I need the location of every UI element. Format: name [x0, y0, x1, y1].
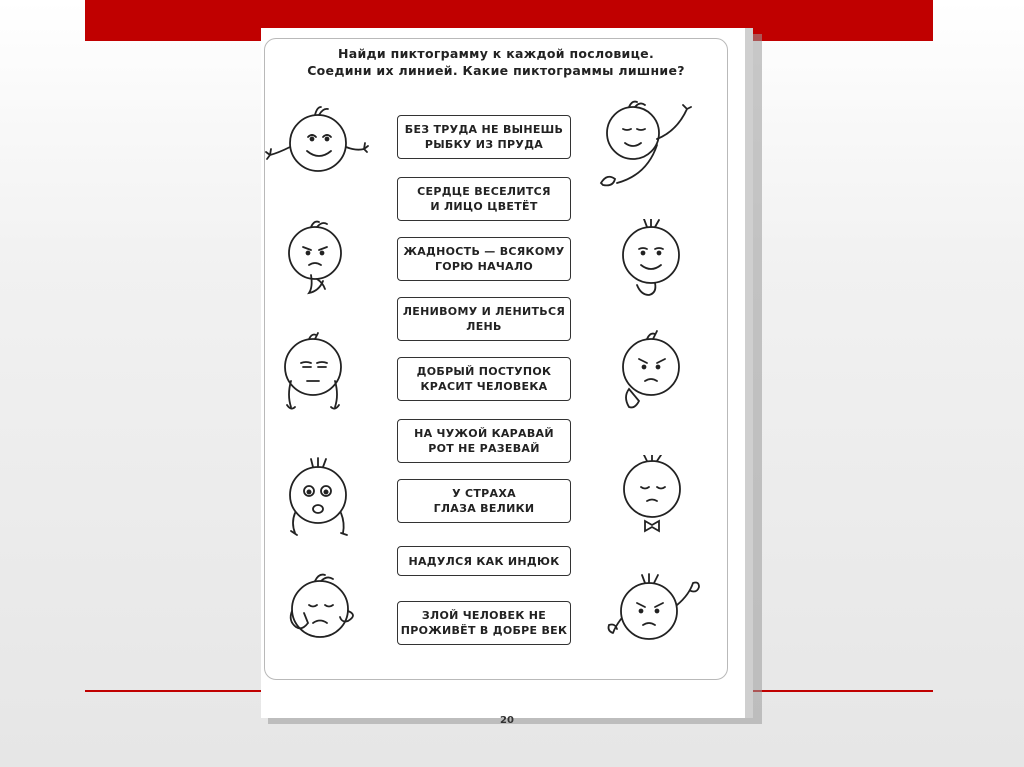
- worksheet-title: [265, 45, 727, 79]
- proverb-4-line-2: ЛЕНЬ: [466, 320, 502, 333]
- proverb-9-line-1: ЗЛОЙ ЧЕЛОВЕК НЕ: [421, 609, 547, 622]
- proverb-7-line-2: ГЛАЗА ВЕЛИКИ: [433, 502, 535, 515]
- pictogram-smug-holding-fish: [591, 99, 701, 189]
- page-edge: [745, 28, 753, 718]
- proverb-1-line-1: БЕЗ ТРУДА НЕ ВЫНЕШЬ: [404, 123, 564, 136]
- proverb-2-line-1: СЕРДЦЕ ВЕСЕЛИТСЯ: [417, 185, 551, 198]
- proverb-box-7: [397, 479, 571, 523]
- pictogram-sleepy-bowtie: [587, 455, 697, 545]
- pictogram-angry-fists-raised: [599, 569, 709, 659]
- proverb-box-3: [397, 237, 571, 281]
- pictogram-bored-hands-down: [261, 331, 371, 421]
- title-line-2: Соедини их линией. Какие пиктограммы лишние?: [307, 63, 685, 78]
- proverb-box-1: [397, 115, 571, 159]
- pictogram-frowning-hand-chin: [263, 215, 373, 305]
- proverb-3-line-2: ГОРЮ НАЧАЛО: [434, 260, 534, 273]
- pictogram-crying-hand-eye: [263, 569, 373, 659]
- pictogram-smiling-hands-open: [263, 101, 373, 191]
- pictogram-smiling-hands-together: [593, 219, 703, 309]
- proverb-9-line-2: ПРОЖИВЁТ В ДОБРЕ ВЕК: [400, 624, 568, 637]
- proverb-3-line-1: ЖАДНОСТЬ — ВСЯКОМУ: [403, 245, 565, 258]
- proverb-6-line-1: НА ЧУЖОЙ КАРАВАЙ: [414, 427, 554, 440]
- proverb-box-5: [397, 357, 571, 401]
- proverb-8-line-1: НАДУЛСЯ КАК ИНДЮК: [408, 554, 560, 568]
- proverb-box-2: [397, 177, 571, 221]
- proverb-box-6: [397, 419, 571, 463]
- page-number: 20: [500, 715, 514, 726]
- proverb-box-4: [397, 297, 571, 341]
- title-line-1: Найди пиктограмму к каждой пословице.: [337, 46, 655, 61]
- proverb-2-line-2: И ЛИЦО ЦВЕТЁТ: [430, 200, 538, 213]
- pictogram-scared-wide-eyes: [263, 457, 373, 547]
- proverb-6-line-2: РОТ НЕ РАЗЕВАЙ: [428, 442, 540, 455]
- proverb-box-8: [397, 546, 571, 576]
- proverb-1-line-2: РЫБКУ ИЗ ПРУДА: [424, 138, 544, 151]
- proverb-5-line-2: КРАСИТ ЧЕЛОВЕКА: [420, 380, 548, 393]
- proverb-7-line-1: У СТРАХА: [452, 487, 516, 500]
- proverb-4-line-1: ЛЕНИВОМУ И ЛЕНИТЬСЯ: [402, 305, 566, 318]
- proverb-box-9: [397, 601, 571, 645]
- proverb-5-line-1: ДОБРЫЙ ПОСТУПОК: [416, 365, 552, 378]
- pictogram-angry-frown: [589, 329, 699, 419]
- worksheet-panel: [264, 38, 728, 680]
